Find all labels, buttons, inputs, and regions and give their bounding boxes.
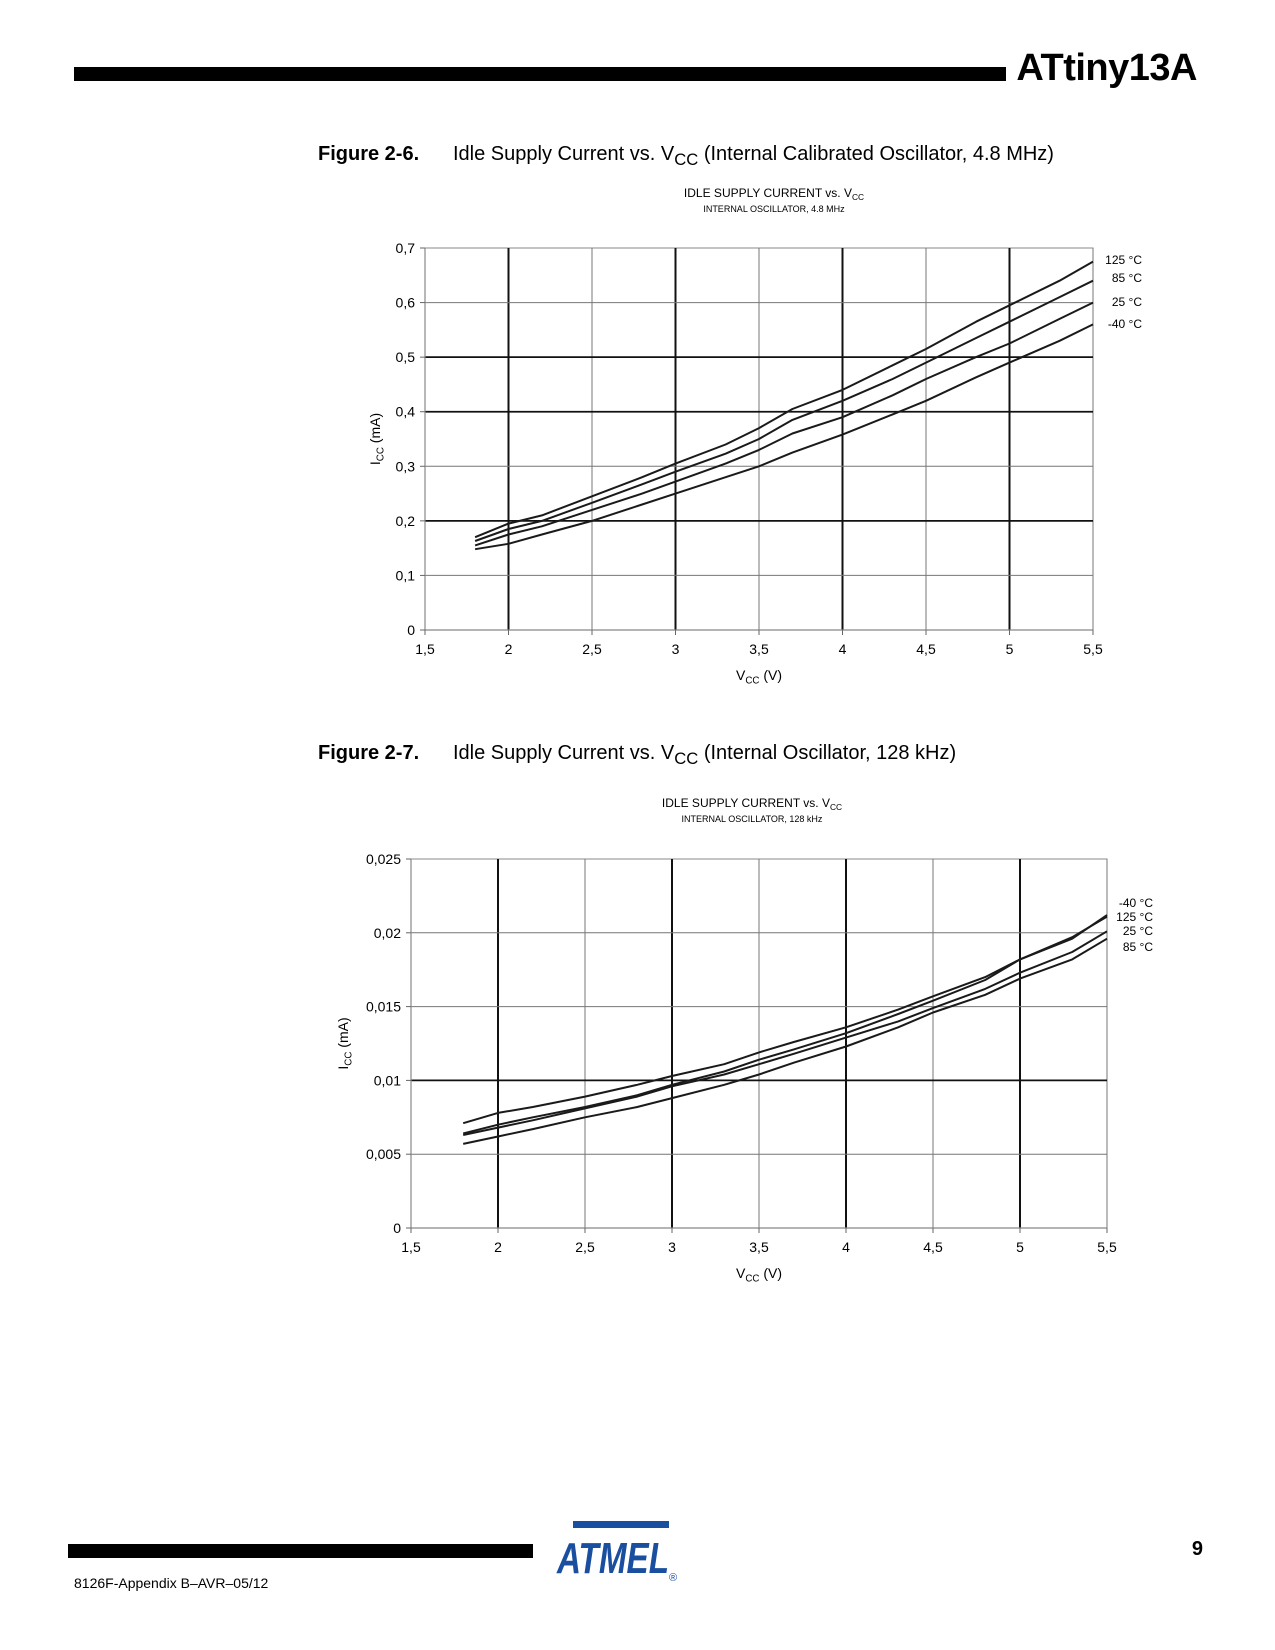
legend-label: 85 °C (1122, 940, 1153, 954)
y-tick-label: 0,5 (395, 349, 415, 366)
figure-2-7-caption: Figure 2-7. Idle Supply Current vs. $V_{CC}$ (Internal Oscillator, 128 kHz) (318, 742, 957, 768)
y-tick-label: 0,01 (373, 1072, 401, 1089)
legend-label: 125 °C (1116, 910, 1153, 924)
x-axis-title: $V_{CC}$ (V) (735, 1265, 783, 1285)
document-title: ATtiny13A (1016, 47, 1197, 89)
x-tick-label: 3,5 (749, 1239, 769, 1255)
footer-rule (68, 1544, 533, 1558)
x-tick-label: 3 (668, 1239, 676, 1255)
x-tick-label: 5,5 (1083, 641, 1103, 657)
y-tick-label: 0,3 (395, 458, 415, 475)
figure-number: Figure 2-6. (318, 143, 420, 165)
x-tick-label: 3,5 (749, 641, 769, 657)
legend-label: 25 °C (1122, 924, 1153, 938)
legend-label: 85 °C (1111, 271, 1142, 285)
legend-label: -40 °C (1118, 896, 1153, 910)
y-tick-label: 0 (393, 1220, 401, 1236)
figure-number: Figure 2-7. (318, 742, 420, 764)
logo-text: ATMEL (556, 1534, 669, 1581)
logo-top-bar (573, 1521, 669, 1528)
document-code: 8126F-Appendix B–AVR–05/12 (74, 1575, 269, 1591)
y-tick-label: 0,1 (395, 567, 415, 584)
chart-title: IDLE SUPPLY CURRENT vs. $V_{CC}$ (683, 186, 865, 202)
x-tick-label: 5,5 (1097, 1239, 1117, 1255)
series-line (463, 931, 1107, 1135)
logo-registered: ® (669, 1572, 678, 1581)
y-tick-label: 0,4 (395, 403, 415, 420)
x-tick-label: 5 (1016, 1239, 1024, 1255)
x-tick-label: 1,5 (401, 1239, 421, 1255)
x-tick-label: 4,5 (916, 641, 936, 657)
y-tick-label: 0,015 (365, 998, 401, 1015)
chart-title: IDLE SUPPLY CURRENT vs. $V_{CC}$ (661, 796, 843, 812)
x-axis-title: $V_{CC}$ (V) (735, 667, 783, 687)
figure-2-6-caption: Figure 2-6. Idle Supply Current vs. $V_{CC}$ (Internal Calibrated Oscillator, 4.8 MHz) (318, 143, 1054, 169)
y-axis-title: $I_{CC}$ (mA) (367, 412, 387, 466)
y-tick-label: 0,2 (395, 512, 415, 529)
y-tick-label: 0,6 (395, 294, 415, 311)
x-tick-label: 2,5 (582, 641, 602, 657)
x-tick-label: 3 (671, 641, 680, 657)
series-line (463, 915, 1107, 1123)
y-tick-label: 0,025 (365, 851, 401, 867)
legend-label: 25 °C (1111, 295, 1142, 309)
legend-label: 125 °C (1105, 253, 1142, 267)
x-tick-label: 2 (494, 1239, 502, 1255)
y-tick-label: 0,7 (395, 240, 415, 256)
legend-label: -40 °C (1107, 317, 1142, 331)
x-tick-label: 1,5 (415, 641, 435, 657)
y-tick-label: 0,005 (365, 1146, 401, 1163)
series-line (463, 939, 1107, 1144)
chart-subtitle: INTERNAL OSCILLATOR, 128 kHz (681, 814, 823, 824)
x-tick-label: 4 (842, 1239, 850, 1255)
page-number: 9 (1191, 1538, 1203, 1560)
atmel-logo (553, 1521, 683, 1581)
y-tick-label: 0 (407, 622, 415, 638)
chart-subtitle: INTERNAL OSCILLATOR, 4.8 MHz (703, 204, 845, 214)
x-tick-label: 2 (504, 641, 513, 657)
x-tick-label: 4,5 (923, 1239, 943, 1255)
y-axis-title: $I_{CC}$ (mA) (335, 1017, 355, 1070)
y-tick-label: 0,02 (373, 924, 401, 941)
x-tick-label: 2,5 (575, 1239, 595, 1255)
x-tick-label: 4 (838, 641, 847, 657)
x-tick-label: 5 (1005, 641, 1014, 657)
